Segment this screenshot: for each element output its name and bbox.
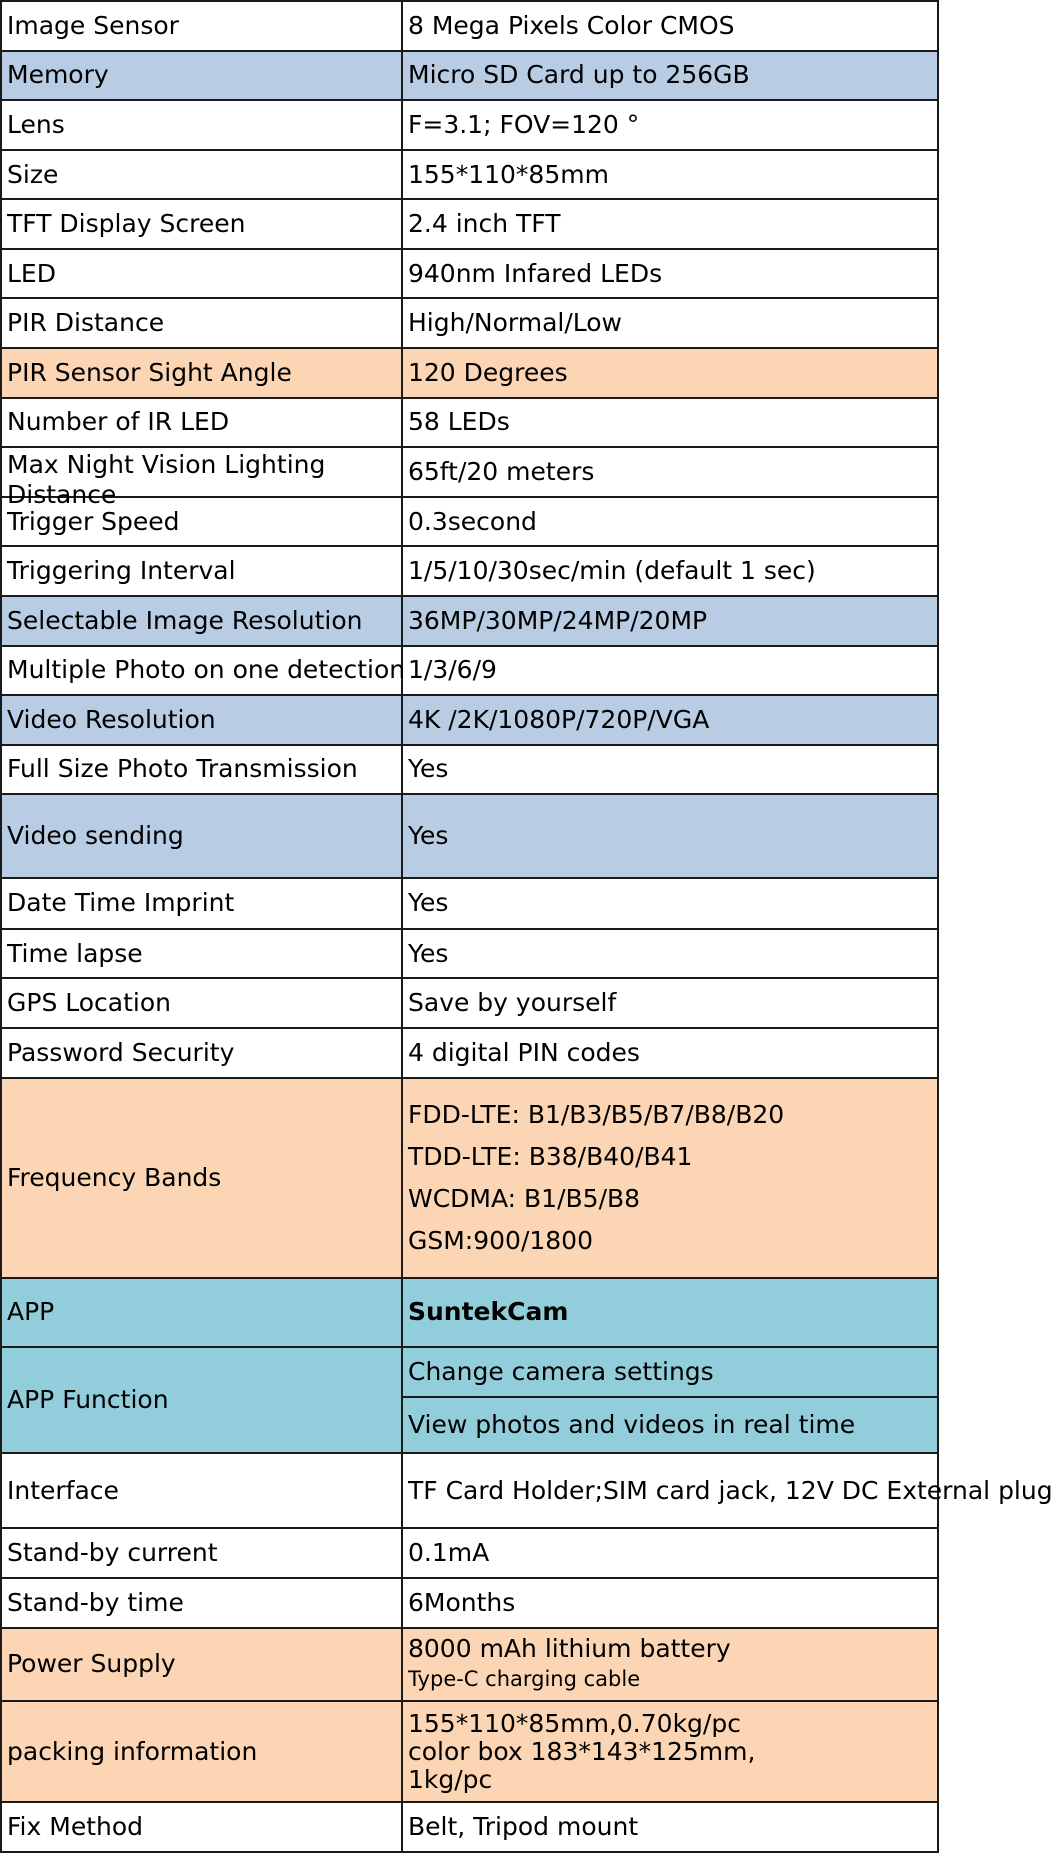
spec-label: GPS Location — [1, 978, 402, 1028]
frequency-band-item: TDD-LTE: B38/B40/B41 — [408, 1141, 693, 1171]
spec-row-packing-information — [1, 1701, 938, 1803]
spec-value: 36MP/30MP/24MP/20MP — [402, 596, 938, 646]
spec-label: Interface — [1, 1453, 402, 1529]
spec-value: 2.4 inch TFT — [402, 199, 938, 249]
spec-value: Yes — [402, 929, 938, 979]
spec-value: High/Normal/Low — [402, 298, 938, 348]
spec-label: Triggering Interval — [1, 546, 402, 596]
spec-row-multiple-photo — [1, 646, 938, 696]
spec-row-pir-sight-angle — [1, 348, 938, 398]
spec-value: TF Card Holder;SIM card jack, 12V DC External plug — [402, 1453, 938, 1529]
spec-row-size — [1, 150, 938, 200]
spec-row-trigger-speed — [1, 497, 938, 547]
spec-label: Lens — [1, 100, 402, 150]
spec-value: 8 Mega Pixels Color CMOS — [402, 1, 938, 51]
spec-label: APP — [1, 1278, 402, 1346]
spec-label: Time lapse — [1, 929, 402, 979]
spec-row-frequency-bands — [1, 1078, 938, 1279]
spec-value-list — [402, 1078, 938, 1279]
spec-label-text: Max Night Vision Lighting Distance — [7, 449, 326, 509]
packing-item: 1kg/pc — [408, 1764, 493, 1794]
spec-row-app-function-1 — [1, 1347, 938, 1398]
spec-row-standby-time — [1, 1578, 938, 1628]
spec-value: Belt, Tripod mount — [402, 1802, 938, 1852]
spec-row-standby-current — [1, 1528, 938, 1578]
frequency-band-item: FDD-LTE: B1/B3/B5/B7/B8/B20 — [408, 1099, 785, 1129]
spec-label: packing information — [1, 1701, 402, 1803]
spec-label: Stand-by current — [1, 1528, 402, 1578]
spec-row-pir-distance — [1, 298, 938, 348]
spec-row-tft-display — [1, 199, 938, 249]
spec-row-photo-transmission — [1, 745, 938, 795]
spec-label: Selectable Image Resolution — [1, 596, 402, 646]
spec-label: APP Function — [1, 1347, 402, 1453]
spec-value: 940nm Infared LEDs — [402, 249, 938, 299]
spec-row-image-sensor — [1, 1, 938, 51]
spec-label: Number of IR LED — [1, 398, 402, 448]
spec-value: Change camera settings — [402, 1347, 938, 1398]
spec-value: SuntekCam — [402, 1278, 938, 1346]
spec-value: 1/3/6/9 — [402, 646, 938, 696]
spec-label: Video sending — [1, 794, 402, 878]
spec-value: 0.3second — [402, 497, 938, 547]
spec-label: Power Supply — [1, 1628, 402, 1701]
spec-row-date-time-imprint — [1, 878, 938, 929]
spec-value: 6Months — [402, 1578, 938, 1628]
spec-value: 0.1mA — [402, 1528, 938, 1578]
spec-row-video-resolution — [1, 695, 938, 745]
frequency-band-item: WCDMA: B1/B5/B8 — [408, 1183, 641, 1213]
spec-label: TFT Display Screen — [1, 199, 402, 249]
power-supply-item: 8000 mAh lithium battery — [408, 1634, 731, 1664]
spec-value: Yes — [402, 878, 938, 929]
spec-value: 1/5/10/30sec/min (default 1 sec) — [402, 546, 938, 596]
spec-row-lens — [1, 100, 938, 150]
spec-label: Size — [1, 150, 402, 200]
spec-label: Video Resolution — [1, 695, 402, 745]
spec-row-interface — [1, 1453, 938, 1529]
spec-label: PIR Distance — [1, 298, 402, 348]
spec-value: 120 Degrees — [402, 348, 938, 398]
spec-value: Save by yourself — [402, 978, 938, 1028]
spec-row-night-vision — [1, 447, 938, 497]
frequency-band-item: GSM:900/1800 — [408, 1225, 593, 1255]
spec-label: Frequency Bands — [1, 1078, 402, 1279]
spec-row-power-supply — [1, 1628, 938, 1701]
spec-row-led — [1, 249, 938, 299]
spec-label — [1, 447, 402, 509]
spec-row-video-sending — [1, 794, 938, 878]
spec-value: 4 digital PIN codes — [402, 1028, 938, 1078]
power-supply-item: Type-C charging cable — [408, 1667, 641, 1692]
spec-value: Micro SD Card up to 256GB — [402, 51, 938, 101]
spec-label: PIR Sensor Sight Angle — [1, 348, 402, 398]
spec-row-gps-location — [1, 978, 938, 1028]
spec-value: 155*110*85mm — [402, 150, 938, 200]
spec-row-password-security — [1, 1028, 938, 1078]
spec-value: View photos and videos in real time — [402, 1397, 938, 1452]
spec-row-triggering-interval — [1, 546, 938, 596]
spec-row-time-lapse — [1, 929, 938, 979]
spec-label: Image Sensor — [1, 1, 402, 51]
packing-item: 155*110*85mm,0.70kg/pc — [408, 1708, 741, 1738]
spec-row-memory — [1, 51, 938, 101]
spec-label: Password Security — [1, 1028, 402, 1078]
spec-label: Full Size Photo Transmission — [1, 745, 402, 795]
spec-row-app — [1, 1278, 938, 1346]
spec-value: 65ft/20 meters — [402, 447, 938, 497]
spec-label: Fix Method — [1, 1802, 402, 1852]
spec-value: Yes — [402, 794, 938, 878]
spec-label: Date Time Imprint — [1, 878, 402, 929]
spec-label: Trigger Speed — [1, 497, 402, 547]
spec-value-list — [402, 1701, 938, 1803]
spec-row-ir-led-count — [1, 398, 938, 448]
spec-value-list — [402, 1628, 938, 1701]
spec-value: F=3.1; FOV=120 ° — [402, 100, 938, 150]
packing-item: color box 183*143*125mm, — [408, 1736, 756, 1766]
spec-row-fix-method — [1, 1802, 938, 1852]
spec-label: Memory — [1, 51, 402, 101]
spec-label: Stand-by time — [1, 1578, 402, 1628]
spec-label: Multiple Photo on one detection — [1, 646, 402, 696]
spec-value: 58 LEDs — [402, 398, 938, 448]
spec-row-image-resolution — [1, 596, 938, 646]
spec-label: LED — [1, 249, 402, 299]
spec-value: Yes — [402, 745, 938, 795]
spec-value: 4K /2K/1080P/720P/VGA — [402, 695, 938, 745]
